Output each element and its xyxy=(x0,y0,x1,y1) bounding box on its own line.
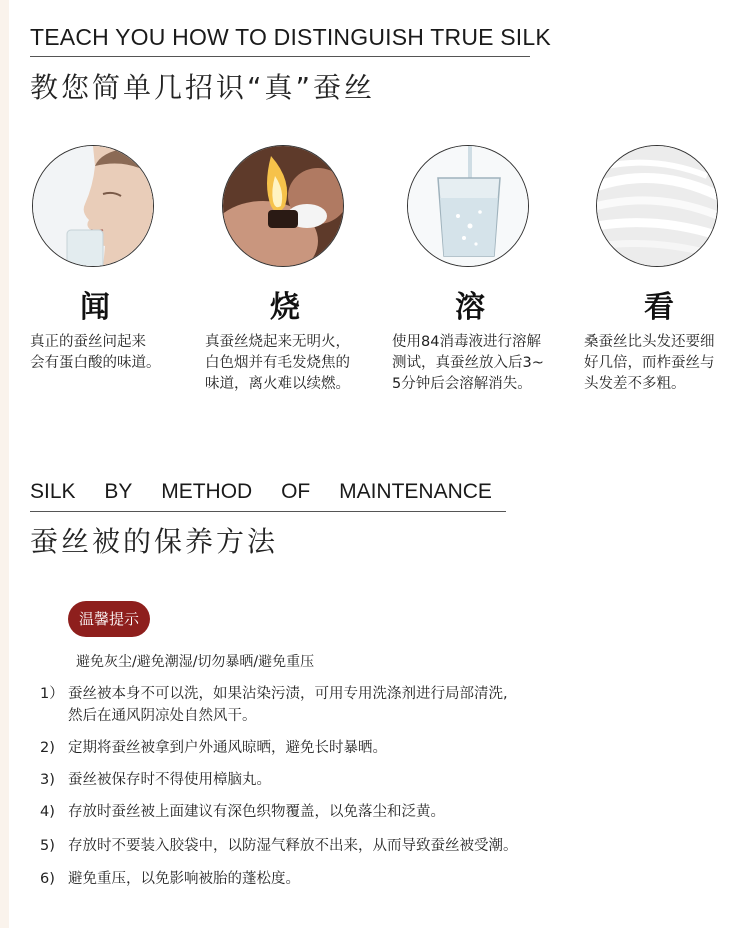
section2-title-en: SILK BY METHOD OF MAINTENANCE xyxy=(30,480,492,503)
left-edge-strip xyxy=(0,0,9,928)
section2-title-cn: 蚕丝被的保养方法 xyxy=(30,525,279,558)
care-item-4: 4) 存放时蚕丝被上面建议有深色织物覆盖，以免落尘和泛黄。 xyxy=(40,804,445,820)
section1-divider xyxy=(30,56,530,57)
method-desc-dissolve: 使用84消毒液进行溶解 测试，真蚕丝放入后3~ 5分钟后会溶解消失。 xyxy=(392,334,544,392)
care-item-6: 6) 避免重压，以免影响被胎的蓬松度。 xyxy=(40,871,300,887)
method-verb-burn: 烧 xyxy=(270,290,300,325)
tips-summary: 避免灰尘/避免潮湿/切勿暴晒/避免重压 xyxy=(76,654,315,670)
section1-title-en: TEACH YOU HOW TO DISTINGUISH TRUE SILK xyxy=(30,24,551,50)
tips-badge: 温馨提示 xyxy=(68,601,150,637)
care-item-1: 1） 蚕丝被本身不可以洗，如果沾染污渍，可用专用洗涤剂进行局部清洗, 然后在通风阴凉处自然风干。 xyxy=(40,686,508,724)
section2-divider xyxy=(30,511,506,512)
care-item-3: 3) 蚕丝被保存时不得使用樟脑丸。 xyxy=(40,772,271,788)
water-glass-icon xyxy=(407,145,529,267)
care-item-2: 2) 定期将蚕丝被拿到户外通风晾晒，避免长时暴晒。 xyxy=(40,740,387,756)
method-verb-smell: 闻 xyxy=(80,290,110,325)
method-verb-dissolve: 溶 xyxy=(455,290,485,325)
flame-icon xyxy=(222,145,344,267)
method-verb-look: 看 xyxy=(644,290,674,325)
silk-fibers-icon xyxy=(596,145,718,267)
section1-title-cn: 教您简单几招识“真”蚕丝 xyxy=(30,71,376,104)
care-item-5: 5) 存放时不要装入胶袋中，以防湿气释放不出来，从而导致蚕丝被受潮。 xyxy=(40,838,518,854)
method-desc-smell: 真正的蚕丝问起来 会有蛋白酸的味道。 xyxy=(30,334,161,371)
smell-face-icon xyxy=(32,145,154,267)
method-desc-burn: 真蚕丝烧起来无明火， 白色烟并有毛发烧焦的 味道，离火难以续燃。 xyxy=(205,334,350,392)
method-desc-look: 桑蚕丝比头发还要细 好几倍，而柞蚕丝与 头发差不多粗。 xyxy=(584,334,715,392)
